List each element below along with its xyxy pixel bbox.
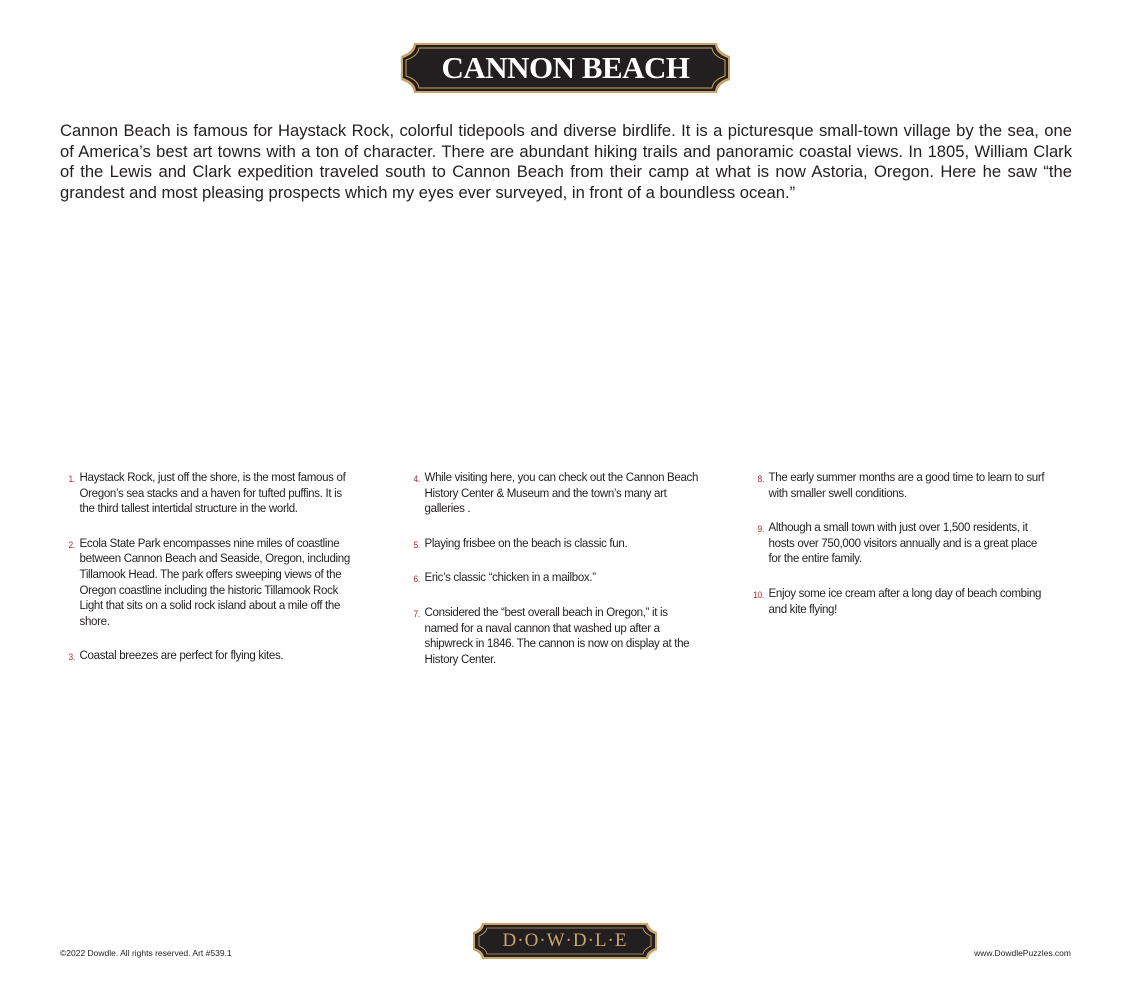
fact-number: 8. [757, 474, 764, 484]
fact-number: 6. [413, 574, 420, 585]
fact-item [60, 648, 359, 664]
facts-column-3 [749, 470, 1049, 636]
website-link[interactable]: www.DowdlePuzzles.com [974, 948, 1071, 958]
title-plaque [400, 42, 731, 94]
page-title: CANNON BEACH [441, 50, 690, 85]
fact-number: 9. [757, 524, 764, 535]
fact-text: Considered the “best overall beach in Oregon,” it is named for a naval cannon that washed up after a shipwreck in 1846. The cannon is now on display at the History Center. [424, 604, 690, 666]
fact-number: 2. [68, 539, 75, 550]
fact-text: Enjoy some ice cream after a long day of beach combing and kite flying! [768, 585, 1042, 616]
fact-text: Ecola State Park encompasses nine miles of coastline between Cannon Beach and Seaside, Oregon, including Tillamook Head. The park offers sweeping views of the Oregon coastline including the historic Tillamook Rock Light that sits on a solid rock island about a mile off the shore. [79, 535, 350, 628]
fact-text: The early summer months are a good time to learn to surf with smaller swell conditions. [768, 470, 1045, 500]
fact-number: 4. [413, 474, 420, 484]
fact-number: 10. [753, 589, 764, 600]
fact-number: 5. [413, 539, 420, 550]
logo-wordmark: D·O·W·D·L·E [502, 930, 628, 951]
fact-item [405, 605, 704, 667]
copyright-text: ©2022 Dowdle. All rights reserved. Art #539.1 [60, 948, 232, 958]
fact-item [60, 470, 359, 517]
facts-column-1 [60, 470, 360, 683]
fact-item [60, 536, 359, 630]
intro-paragraph: Cannon Beach is famous for Haystack Rock, colorful tidepools and diverse birdlife. It is a picturesque small-town village by the sea, one of America’s best art towns with a ton of character. There are abundant hiking trails and panoramic coastal views. In 1805, William Clark of the Lewis and Clark expedition traveled south to Cannon Beach from their camp at what is now Astoria, Oregon. Here he saw “the grandest and most pleasing prospects which my eyes ever surveyed, in front of a boundless ocean.” [60, 121, 1072, 202]
fact-number: 3. [68, 652, 75, 663]
fact-text: While visiting here, you can check out the Cannon Beach History Center & Museum and the town’s many art galleries . [424, 470, 699, 516]
fact-text: Although a small town with just over 1,500 residents, it hosts over 750,000 visitors annually and is a great place for the entire family. [768, 520, 1037, 566]
facts-column-2 [405, 470, 705, 686]
fact-text: Coastal breezes are perfect for flying kites. [79, 648, 284, 663]
fact-number: 1. [68, 474, 75, 484]
fact-item [749, 520, 1048, 567]
fact-item [405, 536, 704, 552]
fact-item [405, 470, 704, 517]
fact-text: Eric’s classic “chicken in a mailbox.” [424, 570, 596, 585]
fact-number: 7. [413, 608, 420, 619]
fact-item [405, 570, 704, 586]
fact-text: Haystack Rock, just off the shore, is the most famous of Oregon’s sea stacks and a haven for tufted puffins. It is the third tallest intertidal structure in the world. [79, 470, 346, 516]
fact-item [749, 470, 1048, 501]
dowdle-logo [472, 922, 658, 960]
fact-item [749, 586, 1048, 617]
fact-text: Playing frisbee on the beach is classic fun. [424, 535, 628, 550]
